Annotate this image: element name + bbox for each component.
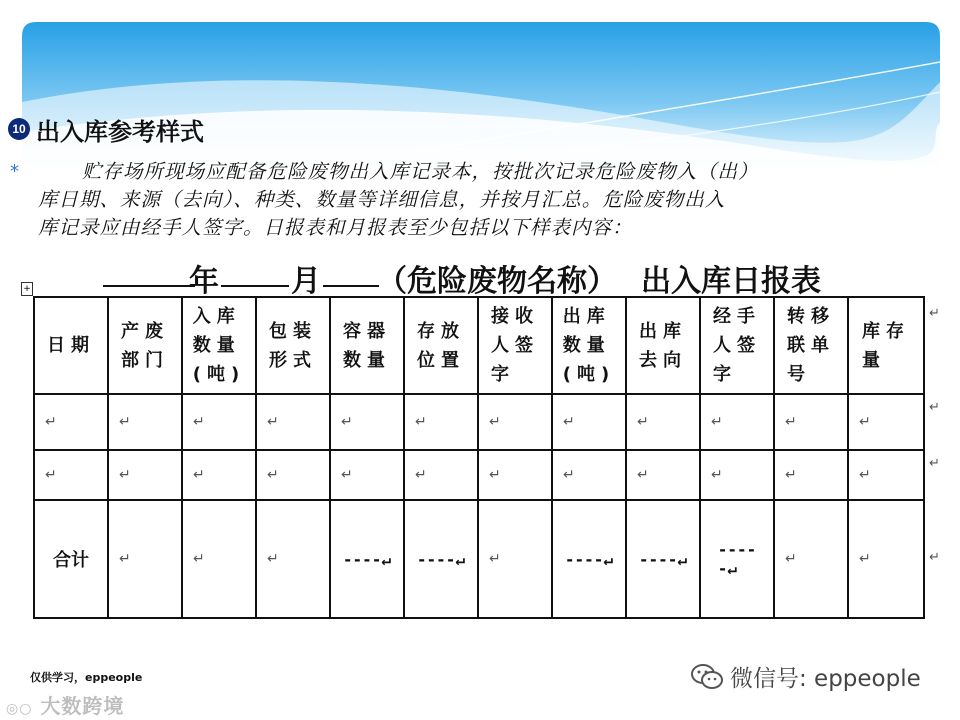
table-cell[interactable]: ↵ [478, 450, 552, 500]
table-cell[interactable]: ↵ [182, 394, 256, 450]
number-badge: 10 [8, 118, 30, 140]
wechat-icon [690, 662, 724, 692]
watermark-logo-icon: ◎○ [6, 701, 33, 717]
table-cell[interactable]: ↵ [848, 394, 924, 450]
daily-report-table [33, 296, 925, 619]
title-month: 月 [291, 264, 321, 299]
row-end-mark: ↵ [929, 400, 940, 415]
table-cell[interactable]: ↵ [256, 500, 330, 618]
table-row [34, 394, 924, 450]
table-cell[interactable]: ↵ [404, 450, 478, 500]
table-cell[interactable]: ↵ [626, 394, 700, 450]
table-cell[interactable]: ↵ [182, 450, 256, 500]
table-cell[interactable]: ↵ [108, 394, 182, 450]
table-cell[interactable]: ↵ [478, 500, 552, 618]
footer-note: 仅供学习，eppeople [30, 671, 143, 684]
table-cell[interactable]: ↵ [552, 450, 626, 500]
blank-line [103, 285, 195, 287]
header-cell: 日期 [34, 297, 108, 394]
paragraph-line: 库日期、来源（去向）、种类、数量等详细信息，并按月汇总。危险废物出入 [38, 188, 726, 211]
table-cell[interactable]: ↵ [552, 394, 626, 450]
title-name: （危险废物名称） [377, 264, 617, 299]
slide-heading [8, 112, 204, 146]
table-cell[interactable]: ↵ [108, 500, 182, 618]
table-cell[interactable]: ↵ [626, 450, 700, 500]
table-cell[interactable]: ↵ [848, 500, 924, 618]
table-cell[interactable]: ↵ [330, 450, 404, 500]
header-cell: 包装 形式 [256, 297, 330, 394]
heading-title: 出入库参考样式 [36, 117, 204, 146]
table-cell[interactable]: ↵ [404, 394, 478, 450]
table-cell[interactable]: ↵ [700, 450, 774, 500]
header-cell: 产废 部门 [108, 297, 182, 394]
instruction-paragraph [38, 158, 868, 242]
title-suffix: 出入库日报表 [641, 264, 821, 299]
blank-line [323, 285, 379, 287]
table-cell[interactable]: ↵ [330, 394, 404, 450]
paragraph-line: 库记录应由经手人签字。日报表和月报表至少包括以下样表内容： [38, 216, 633, 239]
table-cell[interactable]: ↵ [700, 394, 774, 450]
table-cell[interactable]: ↵ [108, 450, 182, 500]
table-cell[interactable]: ↵ [34, 450, 108, 500]
table-cell[interactable]: ↵ [34, 394, 108, 450]
blank-line [221, 285, 289, 287]
header-cell: 转移 联单 号 [774, 297, 848, 394]
title-year: 年 [189, 264, 219, 299]
report-title [95, 256, 855, 299]
paragraph-line: 贮存场所现场应配备危险废物出入库记录本，按批次记录危险废物入（出） [82, 160, 759, 183]
table-header-row [34, 297, 924, 394]
header-cell: 库存 量 [848, 297, 924, 394]
table-cell[interactable]: ----↵ [330, 500, 404, 618]
header-cell: 出库 去向 [626, 297, 700, 394]
table-cell[interactable]: ----↵ [552, 500, 626, 618]
table-row [34, 450, 924, 500]
table-anchor-icon: + [21, 282, 33, 296]
watermark-right [690, 660, 921, 693]
total-row [34, 500, 924, 618]
table-cell[interactable]: ----↵ [404, 500, 478, 618]
header-cell: 入库 数量 (吨) [182, 297, 256, 394]
table-cell[interactable]: ----↵ [626, 500, 700, 618]
row-end-mark: ↵ [929, 550, 940, 565]
table-cell[interactable]: ↵ [848, 450, 924, 500]
bullet-icon: * [10, 161, 19, 182]
header-cell: 出库 数量 (吨) [552, 297, 626, 394]
header-cell: 存放 位置 [404, 297, 478, 394]
header-cell: 经手 人签 字 [700, 297, 774, 394]
table-cell[interactable]: ↵ [478, 394, 552, 450]
header-cell: 接收 人签 字 [478, 297, 552, 394]
table-cell[interactable]: ↵ [774, 500, 848, 618]
table-cell[interactable]: ↵ [256, 450, 330, 500]
table-cell[interactable]: ↵ [256, 394, 330, 450]
total-label-cell: 合计 [34, 500, 108, 618]
table-cell[interactable]: ↵ [774, 450, 848, 500]
row-end-mark: ↵ [929, 456, 940, 471]
watermark-right-text: 微信号: eppeople [730, 666, 921, 692]
table-cell[interactable]: ↵ [182, 500, 256, 618]
watermark-left: ◎○ 大数跨境 [6, 694, 125, 718]
table-cell[interactable]: ---- -↵ [700, 500, 774, 618]
row-end-mark: ↵ [929, 306, 940, 321]
table-cell[interactable]: ↵ [774, 394, 848, 450]
header-cell: 容器 数量 [330, 297, 404, 394]
